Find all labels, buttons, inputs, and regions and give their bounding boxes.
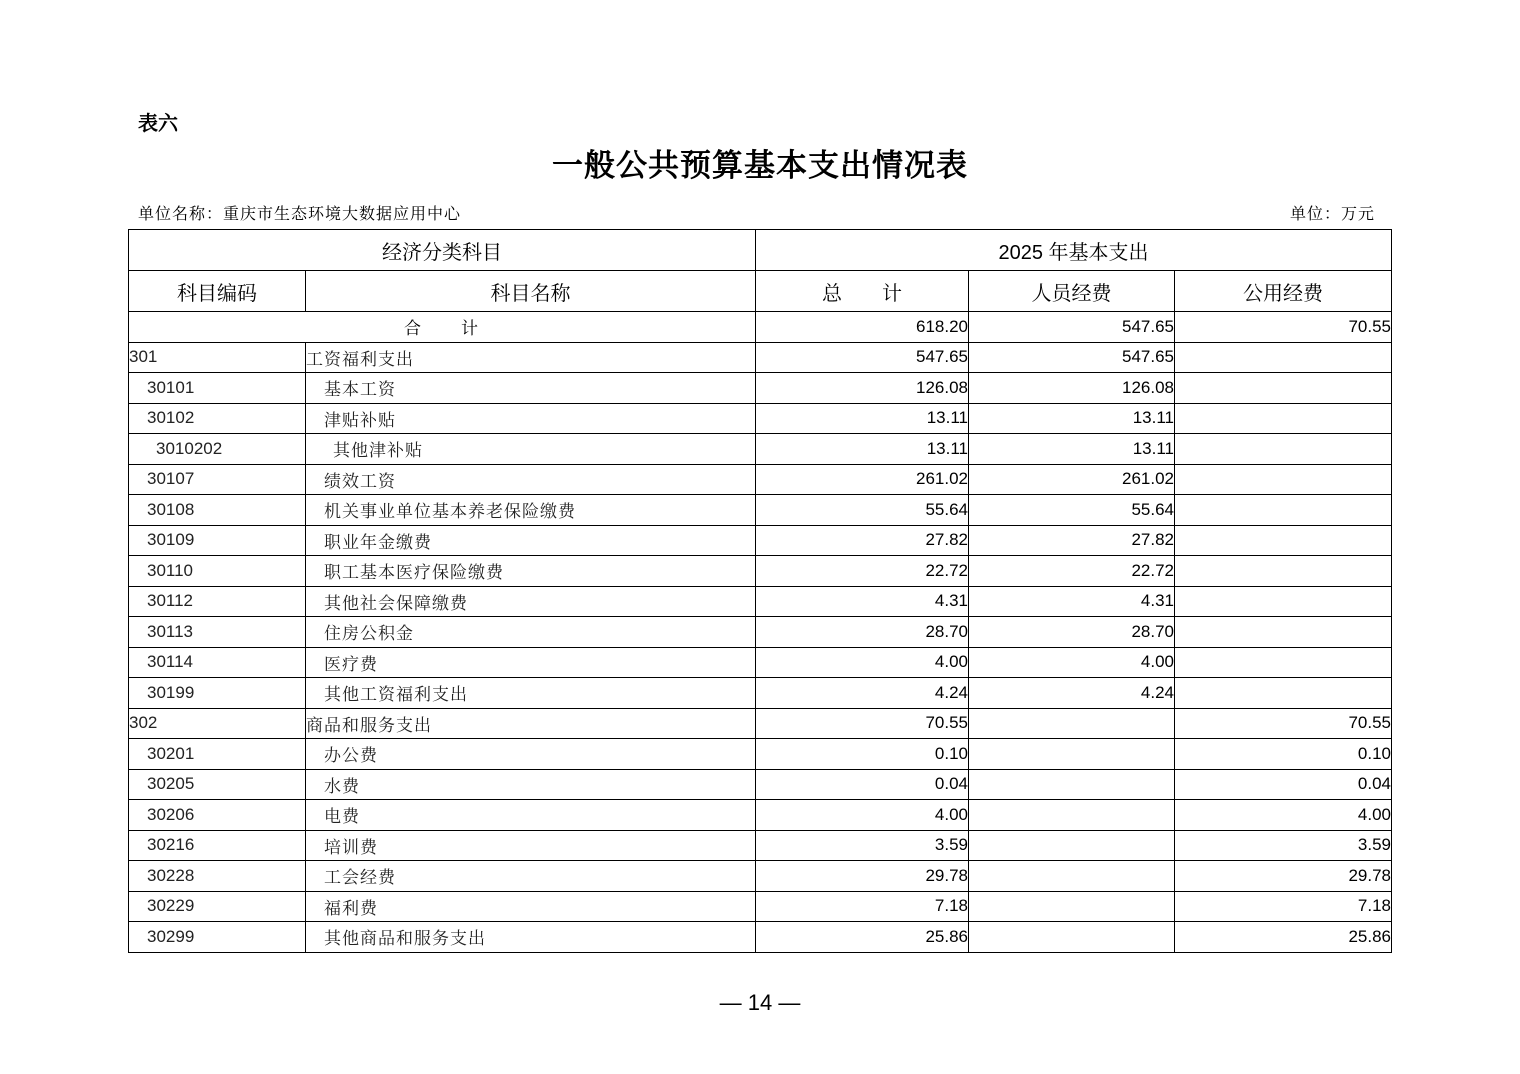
row-public-cell: 0.04	[1175, 769, 1392, 800]
row-personnel-cell	[969, 922, 1175, 953]
table-row	[129, 556, 1392, 587]
row-name-cell: 工会经费	[306, 861, 756, 892]
total-row-label: 合 计	[129, 312, 756, 343]
table-row	[129, 861, 1392, 892]
row-personnel-cell	[969, 891, 1175, 922]
row-total-cell: 55.64	[756, 495, 969, 526]
row-code-cell: 30110	[129, 556, 306, 587]
row-public-cell	[1175, 678, 1392, 709]
row-personnel-cell: 4.24	[969, 678, 1175, 709]
row-code-cell: 30114	[129, 647, 306, 678]
row-total-cell: 261.02	[756, 464, 969, 495]
table-row	[129, 769, 1392, 800]
row-code-cell: 30199	[129, 678, 306, 709]
total-row-personnel: 547.65	[969, 312, 1175, 343]
table-row	[129, 617, 1392, 648]
row-total-cell: 70.55	[756, 708, 969, 739]
table-row	[129, 647, 1392, 678]
row-public-cell: 4.00	[1175, 800, 1392, 831]
row-total-cell: 4.00	[756, 800, 969, 831]
row-total-cell: 13.11	[756, 434, 969, 465]
row-name-cell: 住房公积金	[306, 617, 756, 648]
row-public-cell	[1175, 525, 1392, 556]
budget-table	[128, 229, 1392, 953]
row-name-cell: 医疗费	[306, 647, 756, 678]
header-econ-category: 经济分类科目	[129, 230, 756, 271]
table-row	[129, 739, 1392, 770]
row-name-cell: 绩效工资	[306, 464, 756, 495]
table-row	[129, 678, 1392, 709]
table-row	[129, 525, 1392, 556]
row-total-cell: 28.70	[756, 617, 969, 648]
row-total-cell: 4.31	[756, 586, 969, 617]
row-total-cell: 29.78	[756, 861, 969, 892]
table-row	[129, 708, 1392, 739]
row-name-cell: 职业年金缴费	[306, 525, 756, 556]
row-personnel-cell: 261.02	[969, 464, 1175, 495]
row-total-cell: 25.86	[756, 922, 969, 953]
table-row	[129, 464, 1392, 495]
row-total-cell: 3.59	[756, 830, 969, 861]
row-name-cell: 水费	[306, 769, 756, 800]
column-header-name: 科目名称	[306, 271, 756, 312]
table-row	[129, 373, 1392, 404]
row-public-cell: 7.18	[1175, 891, 1392, 922]
row-name-cell: 培训费	[306, 830, 756, 861]
row-personnel-cell	[969, 769, 1175, 800]
table-row	[129, 830, 1392, 861]
row-total-cell: 4.00	[756, 647, 969, 678]
row-personnel-cell: 13.11	[969, 403, 1175, 434]
row-name-cell: 职工基本医疗保险缴费	[306, 556, 756, 587]
table-number-label: 表六	[138, 111, 178, 135]
row-public-cell: 3.59	[1175, 830, 1392, 861]
row-total-cell: 27.82	[756, 525, 969, 556]
row-code-cell: 30113	[129, 617, 306, 648]
row-code-cell: 30206	[129, 800, 306, 831]
row-public-cell	[1175, 647, 1392, 678]
table-row	[129, 586, 1392, 617]
row-code-cell: 30229	[129, 891, 306, 922]
row-public-cell: 29.78	[1175, 861, 1392, 892]
table-body	[129, 312, 1392, 953]
header-year-basic-expenditure: 2025 年基本支出	[756, 230, 1392, 271]
row-code-cell: 301	[129, 342, 306, 373]
row-personnel-cell	[969, 800, 1175, 831]
row-personnel-cell: 28.70	[969, 617, 1175, 648]
row-code-cell: 30205	[129, 769, 306, 800]
row-name-cell: 工资福利支出	[306, 342, 756, 373]
row-total-cell: 0.04	[756, 769, 969, 800]
row-personnel-cell: 126.08	[969, 373, 1175, 404]
total-row	[129, 312, 1392, 343]
row-name-cell: 津贴补贴	[306, 403, 756, 434]
table-row	[129, 434, 1392, 465]
row-name-cell: 其他津补贴	[306, 434, 756, 465]
row-personnel-cell: 4.00	[969, 647, 1175, 678]
table-row	[129, 891, 1392, 922]
page-title: 一般公共预算基本支出情况表	[552, 148, 968, 184]
row-code-cell: 302	[129, 708, 306, 739]
row-public-cell	[1175, 586, 1392, 617]
row-public-cell	[1175, 617, 1392, 648]
row-code-cell: 30299	[129, 922, 306, 953]
row-code-cell: 30107	[129, 464, 306, 495]
row-name-cell: 其他社会保障缴费	[306, 586, 756, 617]
row-name-cell: 商品和服务支出	[306, 708, 756, 739]
row-personnel-cell: 4.31	[969, 586, 1175, 617]
row-code-cell: 30201	[129, 739, 306, 770]
table-row	[129, 800, 1392, 831]
row-code-cell: 30216	[129, 830, 306, 861]
row-total-cell: 4.24	[756, 678, 969, 709]
row-personnel-cell	[969, 830, 1175, 861]
row-public-cell	[1175, 434, 1392, 465]
row-personnel-cell: 27.82	[969, 525, 1175, 556]
table-row	[129, 403, 1392, 434]
row-personnel-cell: 547.65	[969, 342, 1175, 373]
row-personnel-cell: 55.64	[969, 495, 1175, 526]
row-name-cell: 其他工资福利支出	[306, 678, 756, 709]
row-total-cell: 13.11	[756, 403, 969, 434]
row-code-cell: 3010202	[129, 434, 306, 465]
row-name-cell: 机关事业单位基本养老保险缴费	[306, 495, 756, 526]
row-public-cell: 70.55	[1175, 708, 1392, 739]
table-row	[129, 922, 1392, 953]
row-total-cell: 7.18	[756, 891, 969, 922]
column-header-code: 科目编码	[129, 271, 306, 312]
row-total-cell: 0.10	[756, 739, 969, 770]
row-code-cell: 30108	[129, 495, 306, 526]
total-row-public: 70.55	[1175, 312, 1392, 343]
row-public-cell	[1175, 403, 1392, 434]
row-public-cell	[1175, 373, 1392, 404]
row-public-cell: 25.86	[1175, 922, 1392, 953]
row-name-cell: 办公费	[306, 739, 756, 770]
row-personnel-cell: 22.72	[969, 556, 1175, 587]
table-row	[129, 495, 1392, 526]
row-name-cell: 基本工资	[306, 373, 756, 404]
row-personnel-cell: 13.11	[969, 434, 1175, 465]
row-public-cell	[1175, 556, 1392, 587]
row-personnel-cell	[969, 708, 1175, 739]
row-personnel-cell	[969, 861, 1175, 892]
row-public-cell	[1175, 342, 1392, 373]
row-name-cell: 电费	[306, 800, 756, 831]
row-code-cell: 30112	[129, 586, 306, 617]
row-code-cell: 30101	[129, 373, 306, 404]
row-total-cell: 547.65	[756, 342, 969, 373]
row-total-cell: 126.08	[756, 373, 969, 404]
total-row-total: 618.20	[756, 312, 969, 343]
row-code-cell: 30228	[129, 861, 306, 892]
page-number: — 14 —	[719, 990, 801, 1015]
column-header-public: 公用经费	[1175, 271, 1392, 312]
row-public-cell	[1175, 495, 1392, 526]
row-name-cell: 福利费	[306, 891, 756, 922]
currency-unit-label: 单位：万元	[1290, 204, 1376, 223]
row-public-cell	[1175, 464, 1392, 495]
unit-name-label: 单位名称：重庆市生态环境大数据应用中心	[138, 204, 462, 223]
row-total-cell: 22.72	[756, 556, 969, 587]
column-header-personnel: 人员经费	[969, 271, 1175, 312]
column-header-total: 总 计	[756, 271, 969, 312]
table-row	[129, 342, 1392, 373]
row-personnel-cell	[969, 739, 1175, 770]
row-public-cell: 0.10	[1175, 739, 1392, 770]
row-code-cell: 30102	[129, 403, 306, 434]
row-name-cell: 其他商品和服务支出	[306, 922, 756, 953]
row-code-cell: 30109	[129, 525, 306, 556]
